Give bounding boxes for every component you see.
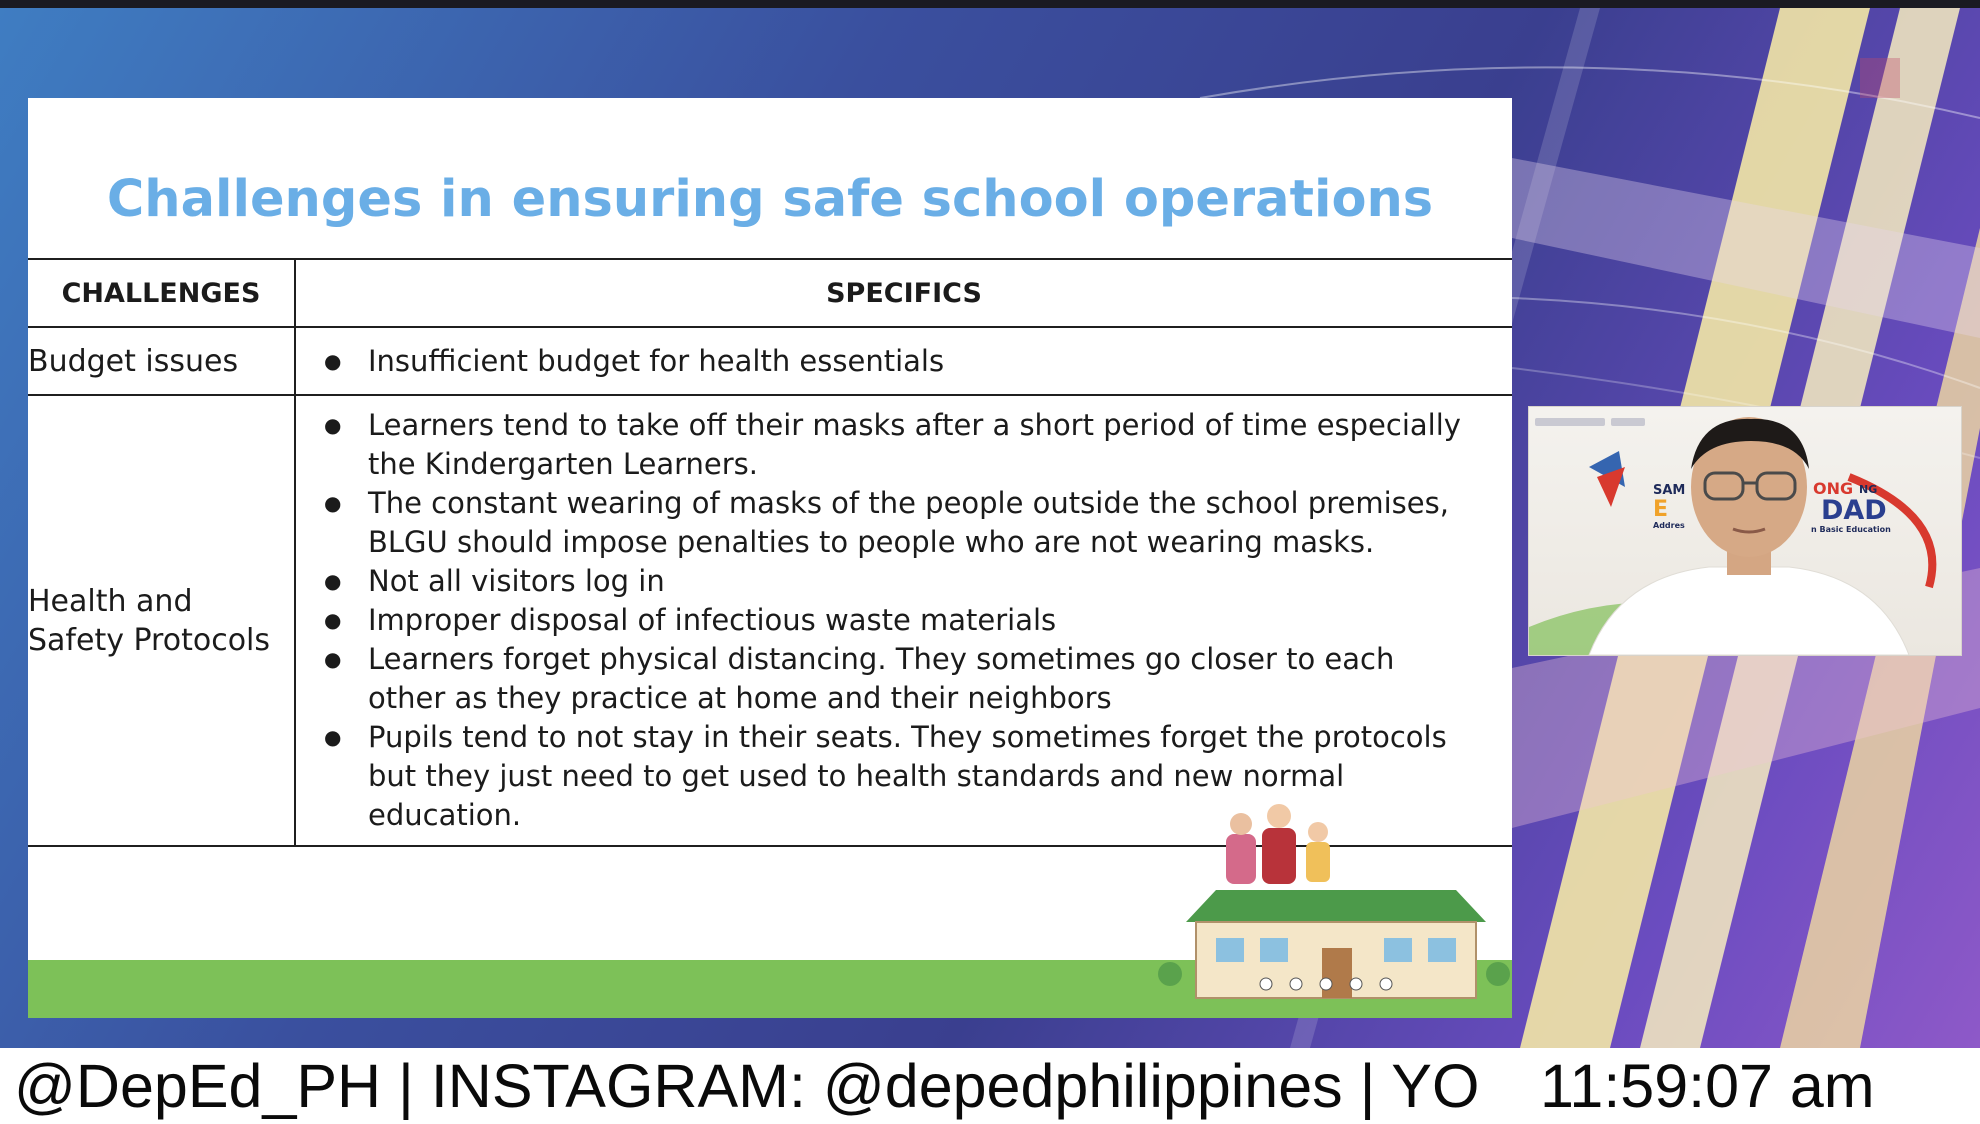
webcam-caption-left: Addres	[1653, 521, 1685, 530]
specifics-list	[296, 338, 1512, 385]
school-illustration	[1156, 798, 1512, 1018]
challenge-cell: Health and Safety Protocols	[28, 395, 295, 846]
specifics-cell	[295, 395, 1512, 846]
webcam-logo-right-ng: NG	[1859, 483, 1878, 496]
challenge-cell: Budget issues	[28, 327, 295, 395]
list-item: ● Learners forget physical distancing. They sometimes go closer to each other as they practice at home and their neighbors	[296, 640, 1512, 718]
slide-title: Challenges in ensuring safe school operations	[106, 170, 1434, 229]
webcam-logo-left: SAM	[1653, 483, 1686, 498]
webcam-logo-right-big: DAD	[1821, 495, 1887, 526]
table-row	[28, 327, 1512, 395]
webcam-video-feed[interactable]	[1528, 406, 1962, 656]
news-ticker	[0, 1048, 1980, 1124]
presentation-slide	[28, 98, 1512, 1018]
ticker-text: @DepEd_PH | INSTAGRAM: @depedphilippines | YO	[14, 1052, 1480, 1120]
list-item: ● Pupils tend to not stay in their seats. They sometimes forget the protocols but they just need to get used to health standards and new normal education.	[296, 718, 1512, 835]
table-header-row	[28, 259, 1512, 327]
table-row	[28, 395, 1512, 846]
header-specifics: SPECIFICS	[295, 259, 1512, 327]
list-item: ● Improper disposal of infectious waste materials	[296, 601, 1512, 640]
specifics-list	[296, 396, 1512, 845]
ticker-time: 11:59:07 am	[1540, 1048, 1875, 1124]
challenges-table	[28, 258, 1512, 847]
header-challenges: CHALLENGES	[28, 259, 295, 327]
list-item: ● Insufficient budget for health essentials	[296, 342, 1512, 381]
webcam-logo-right: ONG	[1813, 479, 1854, 498]
specifics-cell	[295, 327, 1512, 395]
webcam-logo-left-sub: E	[1653, 497, 1669, 522]
list-item: ● The constant wearing of masks of the people outside the school premises, BLGU should impose penalties to people who are not wearing masks.	[296, 484, 1512, 562]
list-item: ● Not all visitors log in	[296, 562, 1512, 601]
top-black-bar	[0, 0, 1980, 8]
webcam-caption-right: n Basic Education	[1811, 525, 1891, 534]
list-item: ● Learners tend to take off their masks after a short period of time especially the Kindergarten Learners.	[296, 406, 1512, 484]
webcam-scene-graphic	[1529, 407, 1961, 655]
